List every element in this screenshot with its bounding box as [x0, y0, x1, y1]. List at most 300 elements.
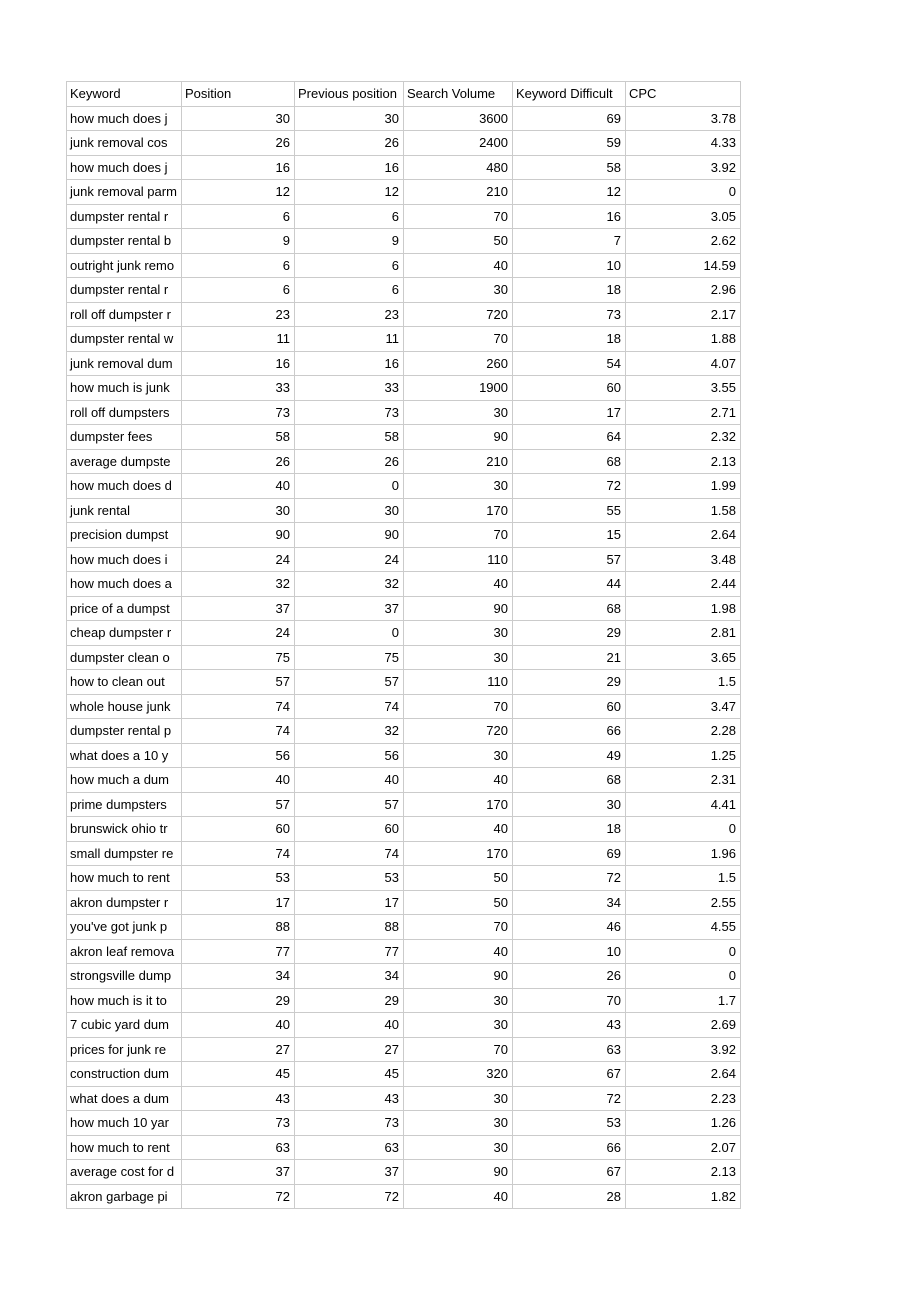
cell-keyword-difficulty[interactable]: 49	[513, 743, 626, 768]
cell-position[interactable]: 88	[182, 915, 295, 940]
cell-keyword[interactable]: precision dumpst	[67, 523, 182, 548]
cell-keyword-difficulty[interactable]: 66	[513, 1135, 626, 1160]
cell-cpc[interactable]: 2.13	[626, 449, 741, 474]
cell-search-volume[interactable]: 70	[404, 523, 513, 548]
cell-keyword-difficulty[interactable]: 26	[513, 964, 626, 989]
cell-previous-position[interactable]: 32	[295, 572, 404, 597]
cell-previous-position[interactable]: 57	[295, 792, 404, 817]
cell-search-volume[interactable]: 30	[404, 474, 513, 499]
cell-search-volume[interactable]: 3600	[404, 106, 513, 131]
cell-keyword[interactable]: dumpster rental r	[67, 204, 182, 229]
cell-keyword[interactable]: how much does j	[67, 106, 182, 131]
cell-previous-position[interactable]: 40	[295, 1013, 404, 1038]
cell-previous-position[interactable]: 12	[295, 180, 404, 205]
cell-keyword[interactable]: how much is it to	[67, 988, 182, 1013]
cell-position[interactable]: 40	[182, 474, 295, 499]
table-row	[67, 988, 741, 1013]
cell-position[interactable]: 37	[182, 596, 295, 621]
cell-search-volume[interactable]: 90	[404, 1160, 513, 1185]
cell-position[interactable]: 26	[182, 449, 295, 474]
cell-search-volume[interactable]: 40	[404, 572, 513, 597]
cell-previous-position[interactable]: 34	[295, 964, 404, 989]
cell-previous-position[interactable]: 11	[295, 327, 404, 352]
cell-keyword[interactable]: brunswick ohio tr	[67, 817, 182, 842]
cell-cpc[interactable]: 2.96	[626, 278, 741, 303]
cell-previous-position[interactable]: 60	[295, 817, 404, 842]
cell-cpc[interactable]: 0	[626, 964, 741, 989]
cell-cpc[interactable]: 14.59	[626, 253, 741, 278]
cell-keyword[interactable]: junk removal cos	[67, 131, 182, 156]
table-row	[67, 229, 741, 254]
cell-cpc[interactable]: 1.88	[626, 327, 741, 352]
cell-keyword[interactable]: how much to rent	[67, 1135, 182, 1160]
cell-previous-position[interactable]: 16	[295, 155, 404, 180]
header-row	[67, 82, 741, 107]
cell-position[interactable]: 26	[182, 131, 295, 156]
column-header-previous-position[interactable]: Previous position	[295, 82, 404, 107]
cell-previous-position[interactable]: 9	[295, 229, 404, 254]
table-row	[67, 792, 741, 817]
cell-keyword[interactable]: whole house junk	[67, 694, 182, 719]
cell-keyword-difficulty[interactable]: 30	[513, 792, 626, 817]
cell-previous-position[interactable]: 6	[295, 278, 404, 303]
cell-keyword-difficulty[interactable]: 16	[513, 204, 626, 229]
cell-previous-position[interactable]: 90	[295, 523, 404, 548]
cell-keyword-difficulty[interactable]: 29	[513, 621, 626, 646]
cell-position[interactable]: 16	[182, 155, 295, 180]
cell-position[interactable]: 53	[182, 866, 295, 891]
cell-cpc[interactable]: 3.92	[626, 155, 741, 180]
cell-cpc[interactable]: 2.31	[626, 768, 741, 793]
cell-search-volume[interactable]: 40	[404, 1184, 513, 1209]
cell-keyword-difficulty[interactable]: 29	[513, 670, 626, 695]
cell-position[interactable]: 57	[182, 792, 295, 817]
cell-cpc[interactable]: 4.33	[626, 131, 741, 156]
cell-keyword[interactable]: akron leaf remova	[67, 939, 182, 964]
cell-position[interactable]: 17	[182, 890, 295, 915]
cell-cpc[interactable]: 1.26	[626, 1111, 741, 1136]
cell-keyword-difficulty[interactable]: 67	[513, 1160, 626, 1185]
cell-keyword[interactable]: how much does j	[67, 155, 182, 180]
cell-cpc[interactable]: 1.7	[626, 988, 741, 1013]
cell-position[interactable]: 74	[182, 719, 295, 744]
cell-keyword[interactable]: you've got junk p	[67, 915, 182, 940]
cell-search-volume[interactable]: 110	[404, 547, 513, 572]
cell-keyword[interactable]: how much is junk	[67, 376, 182, 401]
cell-keyword-difficulty[interactable]: 66	[513, 719, 626, 744]
cell-cpc[interactable]: 3.78	[626, 106, 741, 131]
cell-position[interactable]: 34	[182, 964, 295, 989]
cell-position[interactable]: 9	[182, 229, 295, 254]
cell-keyword-difficulty[interactable]: 21	[513, 645, 626, 670]
cell-keyword-difficulty[interactable]: 72	[513, 474, 626, 499]
cell-keyword-difficulty[interactable]: 67	[513, 1062, 626, 1087]
cell-cpc[interactable]: 2.17	[626, 302, 741, 327]
cell-previous-position[interactable]: 58	[295, 425, 404, 450]
cell-search-volume[interactable]: 90	[404, 425, 513, 450]
cell-cpc[interactable]: 4.41	[626, 792, 741, 817]
cell-keyword[interactable]: prime dumpsters	[67, 792, 182, 817]
cell-keyword-difficulty[interactable]: 28	[513, 1184, 626, 1209]
cell-position[interactable]: 45	[182, 1062, 295, 1087]
cell-keyword-difficulty[interactable]: 18	[513, 327, 626, 352]
cell-previous-position[interactable]: 40	[295, 768, 404, 793]
cell-search-volume[interactable]: 30	[404, 278, 513, 303]
cell-keyword-difficulty[interactable]: 68	[513, 596, 626, 621]
cell-position[interactable]: 40	[182, 768, 295, 793]
cell-search-volume[interactable]: 30	[404, 1086, 513, 1111]
cell-previous-position[interactable]: 57	[295, 670, 404, 695]
cell-keyword[interactable]: akron garbage pi	[67, 1184, 182, 1209]
cell-cpc[interactable]: 1.5	[626, 866, 741, 891]
cell-keyword-difficulty[interactable]: 68	[513, 768, 626, 793]
cell-position[interactable]: 6	[182, 204, 295, 229]
cell-keyword[interactable]: what does a 10 y	[67, 743, 182, 768]
cell-keyword[interactable]: junk rental	[67, 498, 182, 523]
cell-search-volume[interactable]: 720	[404, 302, 513, 327]
table-row	[67, 351, 741, 376]
cell-position[interactable]: 73	[182, 1111, 295, 1136]
cell-previous-position[interactable]: 26	[295, 131, 404, 156]
cell-previous-position[interactable]: 88	[295, 915, 404, 940]
cell-position[interactable]: 30	[182, 106, 295, 131]
cell-cpc[interactable]: 1.98	[626, 596, 741, 621]
cell-previous-position[interactable]: 53	[295, 866, 404, 891]
cell-cpc[interactable]: 1.99	[626, 474, 741, 499]
cell-previous-position[interactable]: 73	[295, 400, 404, 425]
cell-search-volume[interactable]: 50	[404, 229, 513, 254]
cell-keyword-difficulty[interactable]: 43	[513, 1013, 626, 1038]
cell-previous-position[interactable]: 73	[295, 1111, 404, 1136]
cell-search-volume[interactable]: 30	[404, 1135, 513, 1160]
column-header-cpc[interactable]: CPC	[626, 82, 741, 107]
cell-search-volume[interactable]: 70	[404, 694, 513, 719]
cell-keyword-difficulty[interactable]: 72	[513, 1086, 626, 1111]
table-row	[67, 866, 741, 891]
cell-keyword[interactable]: small dumpster re	[67, 841, 182, 866]
cell-previous-position[interactable]: 56	[295, 743, 404, 768]
cell-keyword[interactable]: dumpster rental r	[67, 278, 182, 303]
cell-keyword[interactable]: cheap dumpster r	[67, 621, 182, 646]
cell-position[interactable]: 58	[182, 425, 295, 450]
cell-position[interactable]: 43	[182, 1086, 295, 1111]
cell-keyword-difficulty[interactable]: 53	[513, 1111, 626, 1136]
cell-cpc[interactable]: 2.64	[626, 1062, 741, 1087]
cell-position[interactable]: 16	[182, 351, 295, 376]
cell-cpc[interactable]: 3.47	[626, 694, 741, 719]
cell-previous-position[interactable]: 30	[295, 106, 404, 131]
cell-position[interactable]: 60	[182, 817, 295, 842]
cell-cpc[interactable]: 2.44	[626, 572, 741, 597]
cell-keyword-difficulty[interactable]: 57	[513, 547, 626, 572]
cell-position[interactable]: 32	[182, 572, 295, 597]
cell-search-volume[interactable]: 1900	[404, 376, 513, 401]
cell-keyword[interactable]: how much does i	[67, 547, 182, 572]
cell-position[interactable]: 33	[182, 376, 295, 401]
cell-search-volume[interactable]: 70	[404, 327, 513, 352]
cell-search-volume[interactable]: 2400	[404, 131, 513, 156]
cell-keyword[interactable]: price of a dumpst	[67, 596, 182, 621]
cell-search-volume[interactable]: 70	[404, 1037, 513, 1062]
table-row	[67, 1086, 741, 1111]
cell-previous-position[interactable]: 30	[295, 498, 404, 523]
cell-keyword-difficulty[interactable]: 55	[513, 498, 626, 523]
cell-position[interactable]: 29	[182, 988, 295, 1013]
cell-position[interactable]: 6	[182, 278, 295, 303]
table-row	[67, 964, 741, 989]
cell-cpc[interactable]: 2.81	[626, 621, 741, 646]
cell-search-volume[interactable]: 110	[404, 670, 513, 695]
cell-keyword[interactable]: how much does a	[67, 572, 182, 597]
cell-search-volume[interactable]: 480	[404, 155, 513, 180]
cell-search-volume[interactable]: 720	[404, 719, 513, 744]
cell-previous-position[interactable]: 16	[295, 351, 404, 376]
cell-position[interactable]: 57	[182, 670, 295, 695]
cell-keyword-difficulty[interactable]: 70	[513, 988, 626, 1013]
cell-position[interactable]: 37	[182, 1160, 295, 1185]
cell-keyword[interactable]: akron dumpster r	[67, 890, 182, 915]
cell-search-volume[interactable]: 90	[404, 596, 513, 621]
cell-keyword-difficulty[interactable]: 10	[513, 939, 626, 964]
cell-cpc[interactable]: 1.5	[626, 670, 741, 695]
cell-cpc[interactable]: 2.69	[626, 1013, 741, 1038]
cell-previous-position[interactable]: 74	[295, 694, 404, 719]
table-row	[67, 474, 741, 499]
cell-previous-position[interactable]: 45	[295, 1062, 404, 1087]
cell-keyword[interactable]: dumpster clean o	[67, 645, 182, 670]
cell-position[interactable]: 77	[182, 939, 295, 964]
table-row	[67, 327, 741, 352]
cell-search-volume[interactable]: 40	[404, 817, 513, 842]
table-row	[67, 841, 741, 866]
cell-previous-position[interactable]: 17	[295, 890, 404, 915]
cell-cpc[interactable]: 2.55	[626, 890, 741, 915]
cell-keyword[interactable]: roll off dumpsters	[67, 400, 182, 425]
cell-position[interactable]: 24	[182, 621, 295, 646]
table-row	[67, 278, 741, 303]
cell-keyword[interactable]: construction dum	[67, 1062, 182, 1087]
cell-position[interactable]: 74	[182, 694, 295, 719]
cell-keyword-difficulty[interactable]: 63	[513, 1037, 626, 1062]
cell-search-volume[interactable]: 30	[404, 743, 513, 768]
cell-keyword[interactable]: average dumpste	[67, 449, 182, 474]
cell-position[interactable]: 40	[182, 1013, 295, 1038]
cell-keyword[interactable]: roll off dumpster r	[67, 302, 182, 327]
cell-cpc[interactable]: 3.48	[626, 547, 741, 572]
cell-search-volume[interactable]: 30	[404, 621, 513, 646]
cell-previous-position[interactable]: 6	[295, 204, 404, 229]
cell-keyword[interactable]: junk removal dum	[67, 351, 182, 376]
cell-position[interactable]: 24	[182, 547, 295, 572]
cell-previous-position[interactable]: 72	[295, 1184, 404, 1209]
cell-previous-position[interactable]: 77	[295, 939, 404, 964]
cell-position[interactable]: 27	[182, 1037, 295, 1062]
cell-keyword-difficulty[interactable]: 44	[513, 572, 626, 597]
cell-search-volume[interactable]: 50	[404, 890, 513, 915]
cell-search-volume[interactable]: 90	[404, 964, 513, 989]
column-header-keyword-difficulty[interactable]: Keyword Difficult	[513, 82, 626, 107]
cell-previous-position[interactable]: 26	[295, 449, 404, 474]
cell-keyword[interactable]: average cost for d	[67, 1160, 182, 1185]
cell-cpc[interactable]: 4.55	[626, 915, 741, 940]
table-row	[67, 768, 741, 793]
cell-cpc[interactable]: 1.58	[626, 498, 741, 523]
cell-search-volume[interactable]: 40	[404, 253, 513, 278]
cell-search-volume[interactable]: 40	[404, 939, 513, 964]
cell-search-volume[interactable]: 40	[404, 768, 513, 793]
cell-keyword[interactable]: how much 10 yar	[67, 1111, 182, 1136]
cell-previous-position[interactable]: 24	[295, 547, 404, 572]
cell-keyword-difficulty[interactable]: 54	[513, 351, 626, 376]
spreadsheet	[66, 81, 741, 1209]
cell-keyword[interactable]: dumpster fees	[67, 425, 182, 450]
cell-cpc[interactable]: 2.64	[626, 523, 741, 548]
cell-search-volume[interactable]: 70	[404, 204, 513, 229]
cell-previous-position[interactable]: 63	[295, 1135, 404, 1160]
cell-position[interactable]: 73	[182, 400, 295, 425]
cell-keyword-difficulty[interactable]: 72	[513, 866, 626, 891]
cell-keyword-difficulty[interactable]: 69	[513, 841, 626, 866]
cell-keyword-difficulty[interactable]: 12	[513, 180, 626, 205]
table-row	[67, 572, 741, 597]
cell-keyword[interactable]: junk removal parm	[67, 180, 182, 205]
cell-keyword-difficulty[interactable]: 58	[513, 155, 626, 180]
cell-cpc[interactable]: 1.82	[626, 1184, 741, 1209]
cell-cpc[interactable]: 1.25	[626, 743, 741, 768]
cell-keyword[interactable]: how much a dum	[67, 768, 182, 793]
cell-keyword[interactable]: outright junk remo	[67, 253, 182, 278]
cell-keyword[interactable]: prices for junk re	[67, 1037, 182, 1062]
cell-keyword-difficulty[interactable]: 68	[513, 449, 626, 474]
cell-search-volume[interactable]: 30	[404, 1111, 513, 1136]
cell-cpc[interactable]: 2.62	[626, 229, 741, 254]
cell-search-volume[interactable]: 320	[404, 1062, 513, 1087]
table-row	[67, 596, 741, 621]
cell-cpc[interactable]: 1.96	[626, 841, 741, 866]
table-row	[67, 1037, 741, 1062]
cell-search-volume[interactable]: 210	[404, 449, 513, 474]
cell-keyword-difficulty[interactable]: 10	[513, 253, 626, 278]
cell-position[interactable]: 90	[182, 523, 295, 548]
cell-previous-position[interactable]: 6	[295, 253, 404, 278]
cell-keyword-difficulty[interactable]: 15	[513, 523, 626, 548]
cell-position[interactable]: 12	[182, 180, 295, 205]
cell-search-volume[interactable]: 50	[404, 866, 513, 891]
cell-previous-position[interactable]: 0	[295, 621, 404, 646]
cell-cpc[interactable]: 0	[626, 939, 741, 964]
table-row	[67, 743, 741, 768]
cell-search-volume[interactable]: 260	[404, 351, 513, 376]
cell-previous-position[interactable]: 0	[295, 474, 404, 499]
cell-previous-position[interactable]: 32	[295, 719, 404, 744]
cell-keyword-difficulty[interactable]: 7	[513, 229, 626, 254]
cell-cpc[interactable]: 0	[626, 180, 741, 205]
cell-cpc[interactable]: 2.07	[626, 1135, 741, 1160]
cell-previous-position[interactable]: 27	[295, 1037, 404, 1062]
cell-keyword[interactable]: dumpster rental b	[67, 229, 182, 254]
table-row	[67, 1013, 741, 1038]
cell-keyword[interactable]: what does a dum	[67, 1086, 182, 1111]
cell-previous-position[interactable]: 43	[295, 1086, 404, 1111]
cell-search-volume[interactable]: 30	[404, 645, 513, 670]
column-header-position[interactable]: Position	[182, 82, 295, 107]
cell-position[interactable]: 75	[182, 645, 295, 670]
cell-cpc[interactable]: 3.92	[626, 1037, 741, 1062]
cell-cpc[interactable]: 2.13	[626, 1160, 741, 1185]
cell-cpc[interactable]: 4.07	[626, 351, 741, 376]
cell-search-volume[interactable]: 170	[404, 841, 513, 866]
cell-keyword-difficulty[interactable]: 17	[513, 400, 626, 425]
cell-keyword-difficulty[interactable]: 60	[513, 694, 626, 719]
cell-cpc[interactable]: 3.05	[626, 204, 741, 229]
cell-position[interactable]: 11	[182, 327, 295, 352]
cell-cpc[interactable]: 2.23	[626, 1086, 741, 1111]
cell-search-volume[interactable]: 30	[404, 1013, 513, 1038]
cell-keyword[interactable]: how to clean out	[67, 670, 182, 695]
column-header-keyword[interactable]: Keyword	[67, 82, 182, 107]
cell-keyword[interactable]: how much to rent	[67, 866, 182, 891]
cell-search-volume[interactable]: 170	[404, 792, 513, 817]
cell-search-volume[interactable]: 70	[404, 915, 513, 940]
cell-keyword-difficulty[interactable]: 59	[513, 131, 626, 156]
table-row	[67, 719, 741, 744]
cell-cpc[interactable]: 0	[626, 817, 741, 842]
cell-keyword[interactable]: dumpster rental p	[67, 719, 182, 744]
cell-keyword[interactable]: dumpster rental w	[67, 327, 182, 352]
cell-search-volume[interactable]: 30	[404, 988, 513, 1013]
cell-search-volume[interactable]: 170	[404, 498, 513, 523]
cell-keyword-difficulty[interactable]: 18	[513, 817, 626, 842]
cell-previous-position[interactable]: 29	[295, 988, 404, 1013]
cell-keyword-difficulty[interactable]: 69	[513, 106, 626, 131]
cell-keyword-difficulty[interactable]: 46	[513, 915, 626, 940]
table-row	[67, 645, 741, 670]
cell-cpc[interactable]: 2.32	[626, 425, 741, 450]
cell-previous-position[interactable]: 37	[295, 1160, 404, 1185]
cell-position[interactable]: 56	[182, 743, 295, 768]
cell-position[interactable]: 74	[182, 841, 295, 866]
cell-position[interactable]: 23	[182, 302, 295, 327]
cell-keyword-difficulty[interactable]: 34	[513, 890, 626, 915]
cell-position[interactable]: 30	[182, 498, 295, 523]
cell-search-volume[interactable]: 30	[404, 400, 513, 425]
cell-search-volume[interactable]: 210	[404, 180, 513, 205]
cell-cpc[interactable]: 2.28	[626, 719, 741, 744]
cell-keyword-difficulty[interactable]: 64	[513, 425, 626, 450]
cell-position[interactable]: 6	[182, 253, 295, 278]
cell-keyword-difficulty[interactable]: 18	[513, 278, 626, 303]
cell-previous-position[interactable]: 33	[295, 376, 404, 401]
cell-cpc[interactable]: 2.71	[626, 400, 741, 425]
column-header-search-volume[interactable]: Search Volume	[404, 82, 513, 107]
cell-keyword-difficulty[interactable]: 60	[513, 376, 626, 401]
keyword-table	[66, 81, 741, 1209]
table-row	[67, 425, 741, 450]
cell-keyword[interactable]: strongsville dump	[67, 964, 182, 989]
cell-previous-position[interactable]: 23	[295, 302, 404, 327]
cell-cpc[interactable]: 3.55	[626, 376, 741, 401]
cell-keyword-difficulty[interactable]: 73	[513, 302, 626, 327]
cell-previous-position[interactable]: 37	[295, 596, 404, 621]
cell-previous-position[interactable]: 74	[295, 841, 404, 866]
cell-keyword[interactable]: how much does d	[67, 474, 182, 499]
table-row	[67, 498, 741, 523]
cell-position[interactable]: 63	[182, 1135, 295, 1160]
cell-position[interactable]: 72	[182, 1184, 295, 1209]
cell-previous-position[interactable]: 75	[295, 645, 404, 670]
cell-keyword[interactable]: 7 cubic yard dum	[67, 1013, 182, 1038]
cell-cpc[interactable]: 3.65	[626, 645, 741, 670]
